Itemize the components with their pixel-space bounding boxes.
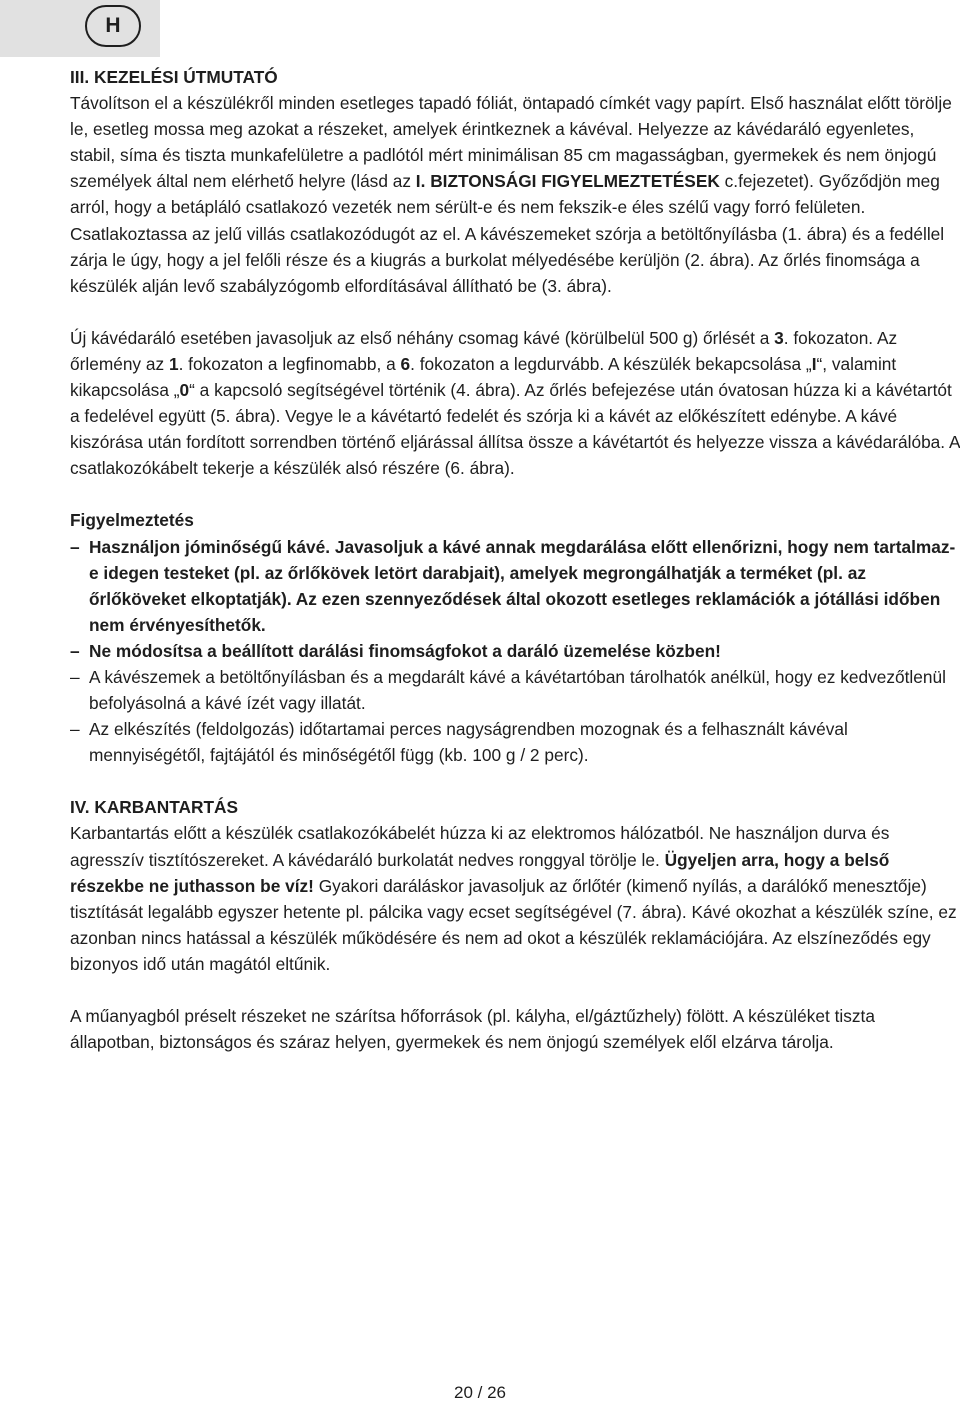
section-3-paragraph-2: Új kávédaráló esetében javasoljuk az első néhány csomag kávé (körülbelül 500 g) őrlését a 3. fokozaton. Az őrlemény az 1. fokozaton a legfinomabb, a 6. fokozaton a legdurvább. A készülék bekapcsolása „I“, valamint kikapcsolása „0“ a kapcsoló segítségével történik (4. ábra). Az őrlés befejezése után óvatosan húzza ki a kávétartót a fedelével együtt (5. ábra). Vegye le a kávétartó fedelét és szórja ki a kávét az előkészített edénybe. A kávé kiszórása után fordított sorrendben történő eljárással állítsa össze a kávétartót és helyezze vissza a kávédarálóba. A csatlakozókábelt tekerje a készülék alsó részére (6. ábra). bbox=[70, 327, 960, 479]
warning-item: – Az elkészítés (feldolgozás) időtartamai perces nagyságrendben mozognak és a felhasznált kávéval mennyiségétől, fajtájától és minőségétől függ (kb. 100 g / 2 perc). bbox=[70, 719, 848, 766]
warning-heading: Figyelmeztetés bbox=[70, 510, 194, 531]
water-warning: Ügyeljen arra, hogy a belső részekbe ne juthasson be víz! bbox=[70, 849, 890, 896]
language-tab bbox=[0, 0, 160, 57]
document-body bbox=[70, 64, 960, 1055]
warning-item: – Használjon jóminőségű kávé. Javasoljuk a kávé annak megdarálása előtt ellenőrizni, hogy nem tartalmaz-e idegen testeket (pl. az őrlőkövek letört darabjait), amelyek megrongálhatják a terméket (pl. az őrlőköveket elkoptatják). Az ezen szennyeződések által okozott esetleges reklamációk a jótállási időben nem érvényesíthetők. bbox=[70, 536, 956, 635]
warning-list bbox=[70, 534, 960, 769]
section-4-paragraph-2: A műanyagból préselt részeket ne szárítsa hőforrások (pl. kályha, el/gáztűzhely) fölött. A készüléket tiszta állapotban, biztonságos és száraz helyen, gyermekek és nem önjogú személyek elől elzárva tárolja. bbox=[70, 1006, 875, 1053]
section-4-heading: IV. KARBANTARTÁS bbox=[70, 797, 239, 818]
section-3-heading: III. KEZELÉSI ÚTMUTATÓ bbox=[70, 67, 278, 87]
warning-item: – A kávészemek a betöltőnyílásban és a megdarált kávé a kávétartóban tárolhatók anélkül, hogy ez kedvezőtlenül befolyásolná a kávé ízét vagy illatát. bbox=[70, 666, 946, 714]
page-number: 20 / 26 bbox=[454, 1383, 506, 1402]
safety-chapter-reference: I. BIZTONSÁGI FIGYELMEZTETÉSEK bbox=[415, 171, 720, 192]
section-3-paragraph-1: Távolítson el a készülékről minden esetleges tapadó fóliát, öntapadó címkét vagy papírt. Első használat előtt törölje le, esetleg mossa meg azokat a részeket, amelyek érintkeznek a kávéval. Helyezze az kávédaráló egyenletes, stabil, síma és tiszta munkafelületre a padlótól mért minimálisan 85 cm magasságban, gyermekek és nem önjogú személyek által nem elérhető helyre (lásd az I. BIZTONSÁGI FIGYELMEZTETÉSEK c.fejezetet). Győződjön meg arról, hogy a betápláló csatlakozó vezeték nem sérült-e és nem fekszik-e éles szélű vagy forró felületen. Csatlakoztassa az jelű villás csatlakozódugót az el. A kávészemeket szórja a betöltőnyílásba (1. ábra) és a fedéllel zárja le úgy, hogy a jel felőli része és a kiugrás a burkolat mélyedésébe kerüljön (2. ábra). Az őrlés finomsága a készülék alján levő szabályzógomb elfordításával állítható be (3. ábra). bbox=[70, 93, 952, 296]
warning-item: – Ne módosítsa a beállított darálási finomságfokot a daráló üzemelése közben! bbox=[70, 640, 721, 661]
language-badge: H bbox=[85, 5, 141, 47]
section-4-paragraph-1: Karbantartás előtt a készülék csatlakozókábelét húzza ki az elektromos hálózatból. Ne használjon durva és agresszív tisztítószereket. A kávédaráló burkolatát nedves ronggyal törölje le. Ügyeljen arra, hogy a belső részekbe ne juthasson be víz! Gyakori daráláskor javasoljuk az őrlőtér (kimenő nyílás, a darálókő menesztője) tisztítását legalább egyszer hetente pl. pálcika vagy ecset segítségével (7. ábra). Kávé okozhat a készülék színe, ez azonban nincs hatással a készülék működésére és nem ad okot a készülék reklamációjára. Az elszíneződés egy bizonyos idő után magától eltűnik. bbox=[70, 823, 957, 974]
